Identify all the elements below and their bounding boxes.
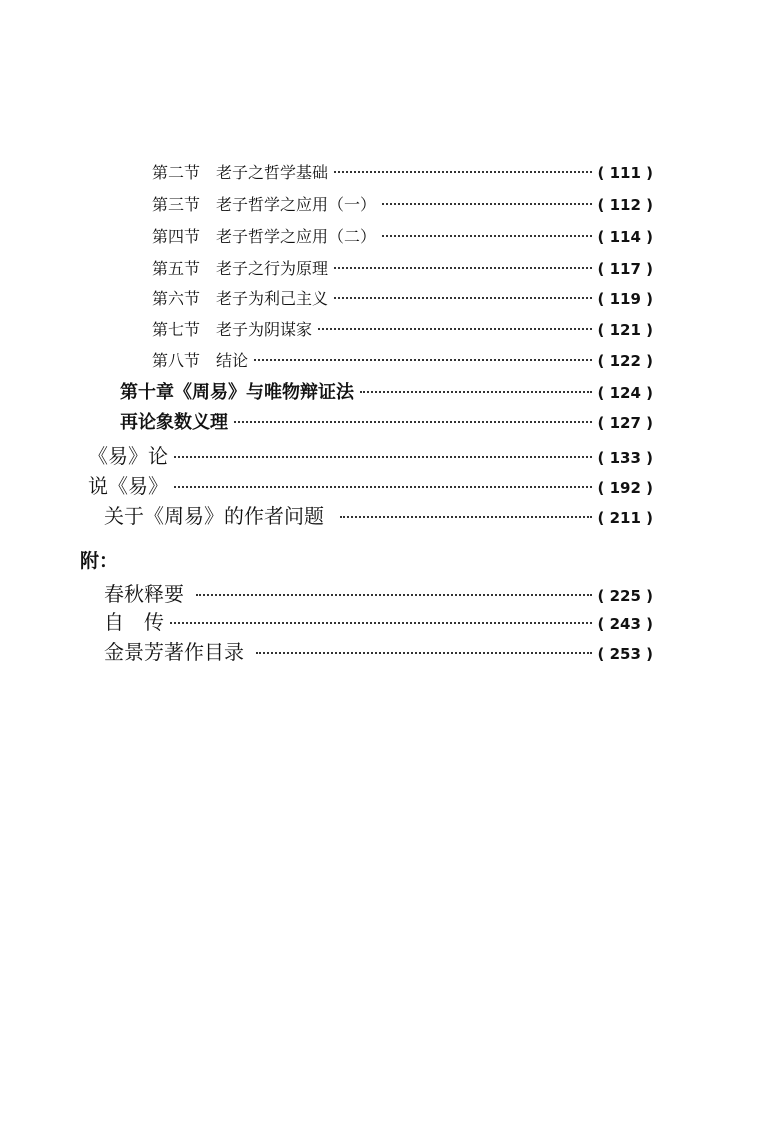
page-number: ( 192 ) — [597, 479, 653, 497]
section-number: 第四节 — [152, 227, 201, 246]
entry-title: 关于《周易》的作者问题 — [104, 504, 324, 528]
page-number: ( 133 ) — [597, 449, 653, 467]
section-number: 第五节 — [152, 259, 201, 278]
entry-title: 老子之哲学基础 — [216, 163, 329, 182]
entry-title: 老子为利己主义 — [216, 289, 329, 308]
toc-entry-section[interactable] — [152, 224, 653, 247]
page-number: ( 119 ) — [597, 290, 653, 308]
toc-entry-section[interactable] — [152, 317, 653, 340]
appendix-heading: 附： — [80, 550, 119, 572]
toc-entry-chapter[interactable] — [120, 378, 653, 404]
entry-title: 再论象数义理 — [120, 412, 228, 433]
toc-entry-appendix[interactable] — [104, 578, 653, 607]
dot-leader — [318, 328, 592, 330]
toc-entry-top[interactable] — [88, 470, 653, 499]
page-number: ( 112 ) — [597, 196, 653, 214]
dot-leader — [196, 594, 592, 596]
entry-title: 结论 — [216, 351, 249, 370]
dot-leader — [382, 235, 592, 237]
dot-leader — [254, 359, 592, 361]
section-number: 第六节 — [152, 289, 201, 308]
page-number: ( 117 ) — [597, 260, 653, 278]
toc-entry-section[interactable] — [152, 192, 653, 215]
dot-leader — [334, 171, 592, 173]
entry-title: 老子哲学之应用（一） — [216, 195, 377, 214]
toc-entry-chapter[interactable] — [120, 408, 653, 434]
page-number: ( 225 ) — [597, 587, 653, 605]
toc-entry-top[interactable] — [88, 440, 653, 469]
dot-leader — [340, 516, 592, 518]
section-number: 第七节 — [152, 320, 201, 339]
toc-entry-section[interactable] — [152, 256, 653, 279]
page-number: ( 253 ) — [597, 645, 653, 663]
dot-leader — [234, 421, 592, 423]
dot-leader — [334, 297, 592, 299]
toc-entry-appendix[interactable] — [104, 606, 653, 635]
dot-leader — [170, 622, 592, 624]
entry-title: 第十章《周易》与唯物辩证法 — [120, 382, 354, 403]
entry-title: 《易》论 — [88, 444, 168, 468]
toc-entry-section[interactable] — [152, 286, 653, 309]
toc-entry-section[interactable] — [152, 160, 653, 183]
entry-title: 自 传 — [104, 610, 164, 634]
toc-entry-appendix[interactable] — [104, 636, 653, 665]
page-number: ( 127 ) — [597, 414, 653, 432]
entry-title: 金景芳著作目录 — [104, 640, 244, 664]
dot-leader — [334, 267, 592, 269]
page-number: ( 114 ) — [597, 228, 653, 246]
entry-title: 老子为阴谋家 — [216, 320, 313, 339]
entry-title: 老子哲学之应用（二） — [216, 227, 377, 246]
dot-leader — [174, 456, 592, 458]
dot-leader — [360, 391, 592, 393]
dot-leader — [256, 652, 592, 654]
page-number: ( 122 ) — [597, 352, 653, 370]
page-number: ( 121 ) — [597, 321, 653, 339]
section-number: 第二节 — [152, 163, 201, 182]
page-number: ( 111 ) — [597, 164, 653, 182]
dot-leader — [174, 486, 592, 488]
dot-leader — [382, 203, 592, 205]
entry-title: 说《易》 — [88, 474, 168, 498]
page-number: ( 243 ) — [597, 615, 653, 633]
section-number: 第八节 — [152, 351, 201, 370]
page-number: ( 124 ) — [597, 384, 653, 402]
toc-entry-top[interactable] — [104, 500, 653, 529]
entry-title: 春秋释要 — [104, 582, 184, 606]
section-number: 第三节 — [152, 195, 201, 214]
entry-title: 老子之行为原理 — [216, 259, 329, 278]
toc-entry-section[interactable] — [152, 348, 653, 371]
page-number: ( 211 ) — [597, 509, 653, 527]
